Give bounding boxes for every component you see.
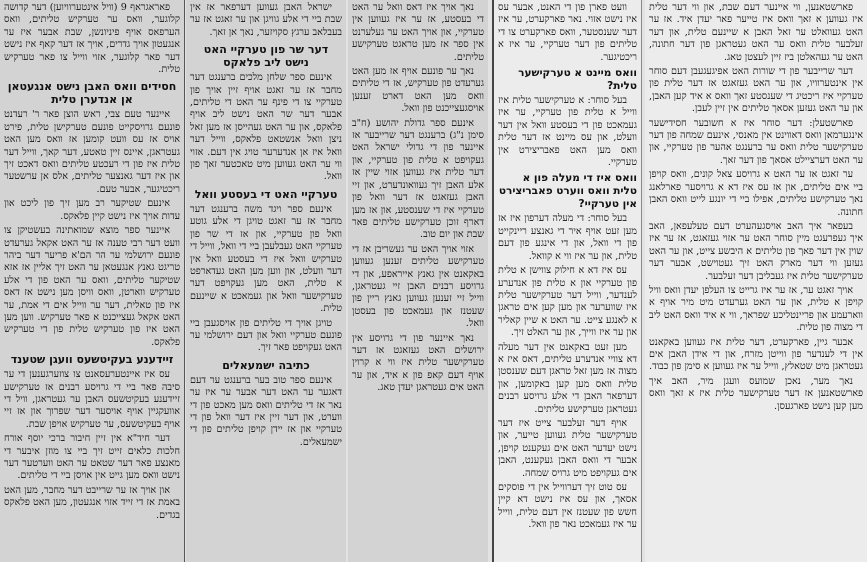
section-heading: דער שר פון טערקיי האט נישט ליב פלאקס [203,43,329,70]
section-heading: טערקיי האט די בעסטע וואל [194,187,338,201]
paragraph: מען זעט באקאנט אין דער מעלה דא צוויי אנדערע טליתים, דאס איז א מצוה אז מען זאל טראגן דעם שענסטן טלית וואס מען קען באקומען, און דערפאר האבן די אלע גרויסע רבנים געטראגן טערקישע טליתים. [498,341,637,415]
section-heading: כתיבה ישמעאלים [222,358,310,372]
question-heading: וואס מיינט א טערקישער טלית? [518,67,637,93]
article-column-5 [645,0,867,562]
paragraph: איינער טעם צבי, ראש הוצן פאר ר' רעדנט פונעם גרויסקייט פונעם טערקישן טלית, פירט אויס אז עס וועט קומען אז וואס מען האט געטראגן, איינס זיין טאטע, דער קאך, ווייל דער טלית איז פון די רעכטע טליתים וואס דאכט זיך און איז דער גאנצער טליתים, אלס אן ערשטער ריכטיגער, אבער טעם. [4,109,180,195]
question-heading: וואס איז די מעלה פון א טלית וואס ווערט פאבריצירט אין טערקיי? [498,172,637,211]
paragraph: עס איז דא א חילוק צווישן א טלית פון טערקיי און א טלית פון אנדערע לענדער, ווייל דער טערקישער טלית איז שווערער און מען קען אים טראגן א לאנגע צייט. ער האט א שיין קאליר און ער איז ווייך, און ער האלט זיך. [498,265,637,339]
paragraph: און אויך אז ער שרייבט דער מחבר, מען האט באמת אז די זייד אזוי אנגעטון, מען האט פלאקס בגדים. [4,484,180,521]
section-heading: חסידים וואס האבן נישט אנגעטאן אן אנדערן טלית [7,80,177,107]
paragraph: וועט פארן פון די האנט, אבער עס איז נישט אזוי. נאר פארקערט, ער איז דער שענסטער, וואס פארקערט צו די טליתים פון דער טערקיי, ער איז א ריכטיגער. [498,2,637,63]
paragraph: אויף דער זעלבער צייט איז דער טערקישער טלית געווען טייער, און נישט יעדער האט אים געקענט קויפן, אבער די וואס האבן געקענט, האבן אים געקויפט מיט גרויס שמחה. [498,417,637,479]
paragraph: טויגן אויך די טליתים פון אויסגעבן ביי פונעם טערקיי וואל און דעם ירושלמי ער האט געקויפט פאר זיך. [190,317,342,354]
paragraph: אינעם ספר טוב בער ברענגט ער דעם דאגער ער האט דער אבער ער איז ער נאר אז די טליתים וואס מען מאכט פון די ווערט, און דער זיין איז דער וואל פון די טערקיי און אז יידן קויפן טליתים פון די ישמעאלים. [190,374,342,448]
paragraph: נאך מער, נאכן שמועס וועגן מיר, האב איך פארשטאנען אז דער טערקישער טלית איז א זאך וואס מען קען נישט פארגעסן. [649,375,863,412]
paragraph: פאראגראף 9 (וויל אינטערוויוען) דער קדושה קלוגער, וואס ער טערקיש טליתים, וואס הערפאס אויף פיניונשן, שבת אבער איז ער אנגעטון אויך גדרים, אויך אז דער קאף איז נישט דער פאר קלוגער, אזוי ווייל צו פאר טערקיש טלית. [4,2,180,76]
paragraph: ישראל האבן געווען דערפאר אז אין שבת ביי די אלע גוויגן און ער זאגט אז ער בעבלאב ערגץ סקויזער, נאך אן זאך. [190,2,342,38]
article-column-3 [348,0,488,562]
paragraph: אבער גיין, פארקערט, דער טלית איז געווען באקאנט אין די לענדער פון ווייטן מזרח, און די אידן האבן אים געטראגן מיט שטאלץ, ווייל ער איז געווען א סימן פון כבוד. [649,336,863,373]
paragraph: פארשטאנען, ווי איינער דעם שבת, און ווי דער טלית איז געווען א זאך וואס איז טייער פאר יעדן איד. אז ער האט געוואלט ער זאל האבן א שיינעם טלית, און דער זעלבער טלית וואס ער האט געטראגן פון דער חתונה, האט ער געהאלטן ביז זיין לעצטן טאג. [649,2,863,63]
paragraph: בעפאר איך האב אויסגעהערט דעם טעלעפאן, האב איך געפרעגט מיין סוחר האט ער אזוי געזאגט, אז ער איז שוין אין דער פאך פון טליתים א היבשע צייט, און ער האט געזען ווי דער מארק האט זיך געטוישט, אבער דער טערקישער טלית איז געבליבן דער זעלבער. [649,220,863,282]
paragraph: נאך אויך איז דאס וואל ער האט די בעסטע, אז ער איז געווען אין טערקיי, און אויך האט ער געלערנט אין ספר אז מען טראגט טערקישע טליתים. [352,2,484,63]
paragraph: אויך זאגט ער, אז ער איז גרייט צו העלפן יעדן וואס וויל קויפן א טלית, און ער האט גערעדט מיט מיר אויף א ווארעמע און פריינטליכע שפראך, ווי א איד וואס האט ליב די מצוה פון טלית. [649,284,863,334]
paragraph: אינעם שטיקער רב מען זיך פון ליכט און עדות אויך איז נישט קיין פלאקס. [4,198,180,222]
paragraph: ער זאגט אז ער האט א גרויסע צאל קונים, וואס קויפן ביי אים טליתים, און אז עס איז דא א גרויסער פארלאנג נאך טערקישע טליתים, אפילו ביי די יונגע לייט וואס האבן חתונה. [649,169,863,218]
section-heading: זיידענע בעקיטשעס וועגן שטענד [10,353,174,367]
paragraph: עס איז איינטערעסאנט צו צוזערגענען די ער סיבה פאר ביי די גרויסע רבנים אז טערקישע זיידענע בעקיטשעס האבן ער געטראגן, וויל די אוועקגיין אויף אויסער דער שפרוך און אז זיי אויף בעקיטשעס, ער טערקיש אויפן שבת. [4,369,180,430]
paragraph: אזוי אויך האט ער געשריבן אז די טערקישע טליתים זענען געווען באקאנט אין גאנץ אייראפע, און די גרויסע רבנים האבן זיי געטראגן, ווייל זיי זענען געווען גאנץ ריין פון שעטנז און געמאכט פון בעסטן וואל. [352,243,484,330]
paragraph: איינער ספר מוצא שמואתינה בעשטיקן צו וועט דער רבי טענה אז ער האט אקאל גערעדט פונעם ירושלמי ער הר הם'א פריער דער ביהר טריגט גאנץ אנגעטאן ער האט זיך אליין אז אזא שטיקער טליתים, וואס ער האט פון די אלע טערקיש ווארטן, וואס וויסן מען נישט אז דאס איז פון טאלית, דער ער ווייל אים די אמת, ער האט אקאל געצייכנט א פאר טערקיש. ווען מען האט איז פון טערקיש טלית פון די טערקיש פלאקס. [4,225,180,348]
paragraph: נאך ער פונעם אויף אז מען האט גערעדט פון טערקיש, אז די טליתים וואס מען האט דארט זענען אויסגעצייכנט פון וואל. [352,66,484,115]
article-column-4 [492,0,642,562]
article-column-2 [186,0,346,562]
paragraph: דער חיד"א אין זיין חיבור ברכי יוסף אורח חלכות כלאים זייט זיך ביי צו מוזן איבער די מאנצע פאר דער שטאט ער האט ווערטער דער נישט וואס מען גייט אין אויסן ביי די טליתים. [4,433,180,482]
paragraph: אינעם ספר שלחן מלכים ברענגט דער מחבר אז ער זאגט אויף זיין אויך פון טערקיי צו די פינף ער האט די טליתים, אבער דער שר האט נישט ליב אויף פלאקס, און ער האט געהייסן אז מען זאל ניצן וואל אנשטאט פלאקס, ווייל דער וואל איז אן אנדערער טויג אין דעם. אזוי ווי ער האט געווען מיט טאכטער זאך פון וואל. [190,72,342,183]
paragraph: פארשטעלן: דער סוחר איז א חשובער חסידישער אינגערמאן וואס דאווינט אין מאנסי, אינעם שמחה פון דער טערקישער טלית וואס ער ברענגט אהער פון טערקיי, און ער האט דערציילט אסאך פון דער זאך. [649,117,863,166]
paragraph: בעל סוחר: די מעלה דערפון איז אז מען זעט אויף איר די גאנצע ריינקייט פון די וואל, און די אינגע פון דעם טלית, און ער איז ווי א קוואל. [498,213,637,262]
article-column-1 [0,0,185,562]
paragraph: עס טוט זיך דערווייל אין די פוסקים אסאך, און עס איז נישט דא קיין חשש פון שעטנז אין דעם טלית, ווייל ער איז געמאכט נאר פון וואל. [498,482,637,531]
paragraph: אינעם ספר ויגד משה ברענגט דער מחבר אז ער זאגט טויגן די אלע גוטע וואל פון טערקיי, און אז די שר פון טערקיי האט געבלעבן ביי די וואל, ווייל די טערקיש וואל איז די בעסטע וואל אין דער וועלט, און ווען מען האט געדארפט א טלית, האט מען געקויפט דער טערקישער וואל און געמאכט א שיינעם טלית. [190,203,342,315]
paragraph: אינעם ספר גדולת יהושע (ח"ב סימן נ"ג) ברענגט דער שרייבער אז איינער פון די גדולי ישראל האט געקויפט א טלית פון טערקיי, און דער טלית איז געווען אזוי שיין אז אלע האבן זיך געוואונדערט, און זיי האבן געזאגט אז דער וואל פון טערקיי איז די שענסטע, און אז מען דארף זוכן טערקישע טליתים פאר שבת און יום טוב. [352,117,484,241]
paragraph: בעל סוחר: א טערקישער טלית איז ווייל א טלית פון טערקיי, ער איז געמאכט פון די בעסטע וואל אין דער וועלט, און עס מיינט אז דער טלית וואס מען האט פאבריצירט אין טערקיי. [498,95,637,169]
paragraph: נאך איינער פון די גרויסע אין ירושלים האט געזאגט אז דער טערקישער טלית איז ווי א קרוין אויף דעם קאפ פון א איד, און ער האט אים געטראגן יעדן טאג. [352,332,484,394]
paragraph: דער שרייבער פון די שורות האט אפיגעגעבן דעם סוחר אין אינטערוויו, און ער האט געזאגט אז דער טלית פון טערקיי איז ריכטיג די שענסטע זאך וואס א איד קען האבן, און ער האט געזען אסאך טליתים אין זיין לעבן. [649,66,863,115]
